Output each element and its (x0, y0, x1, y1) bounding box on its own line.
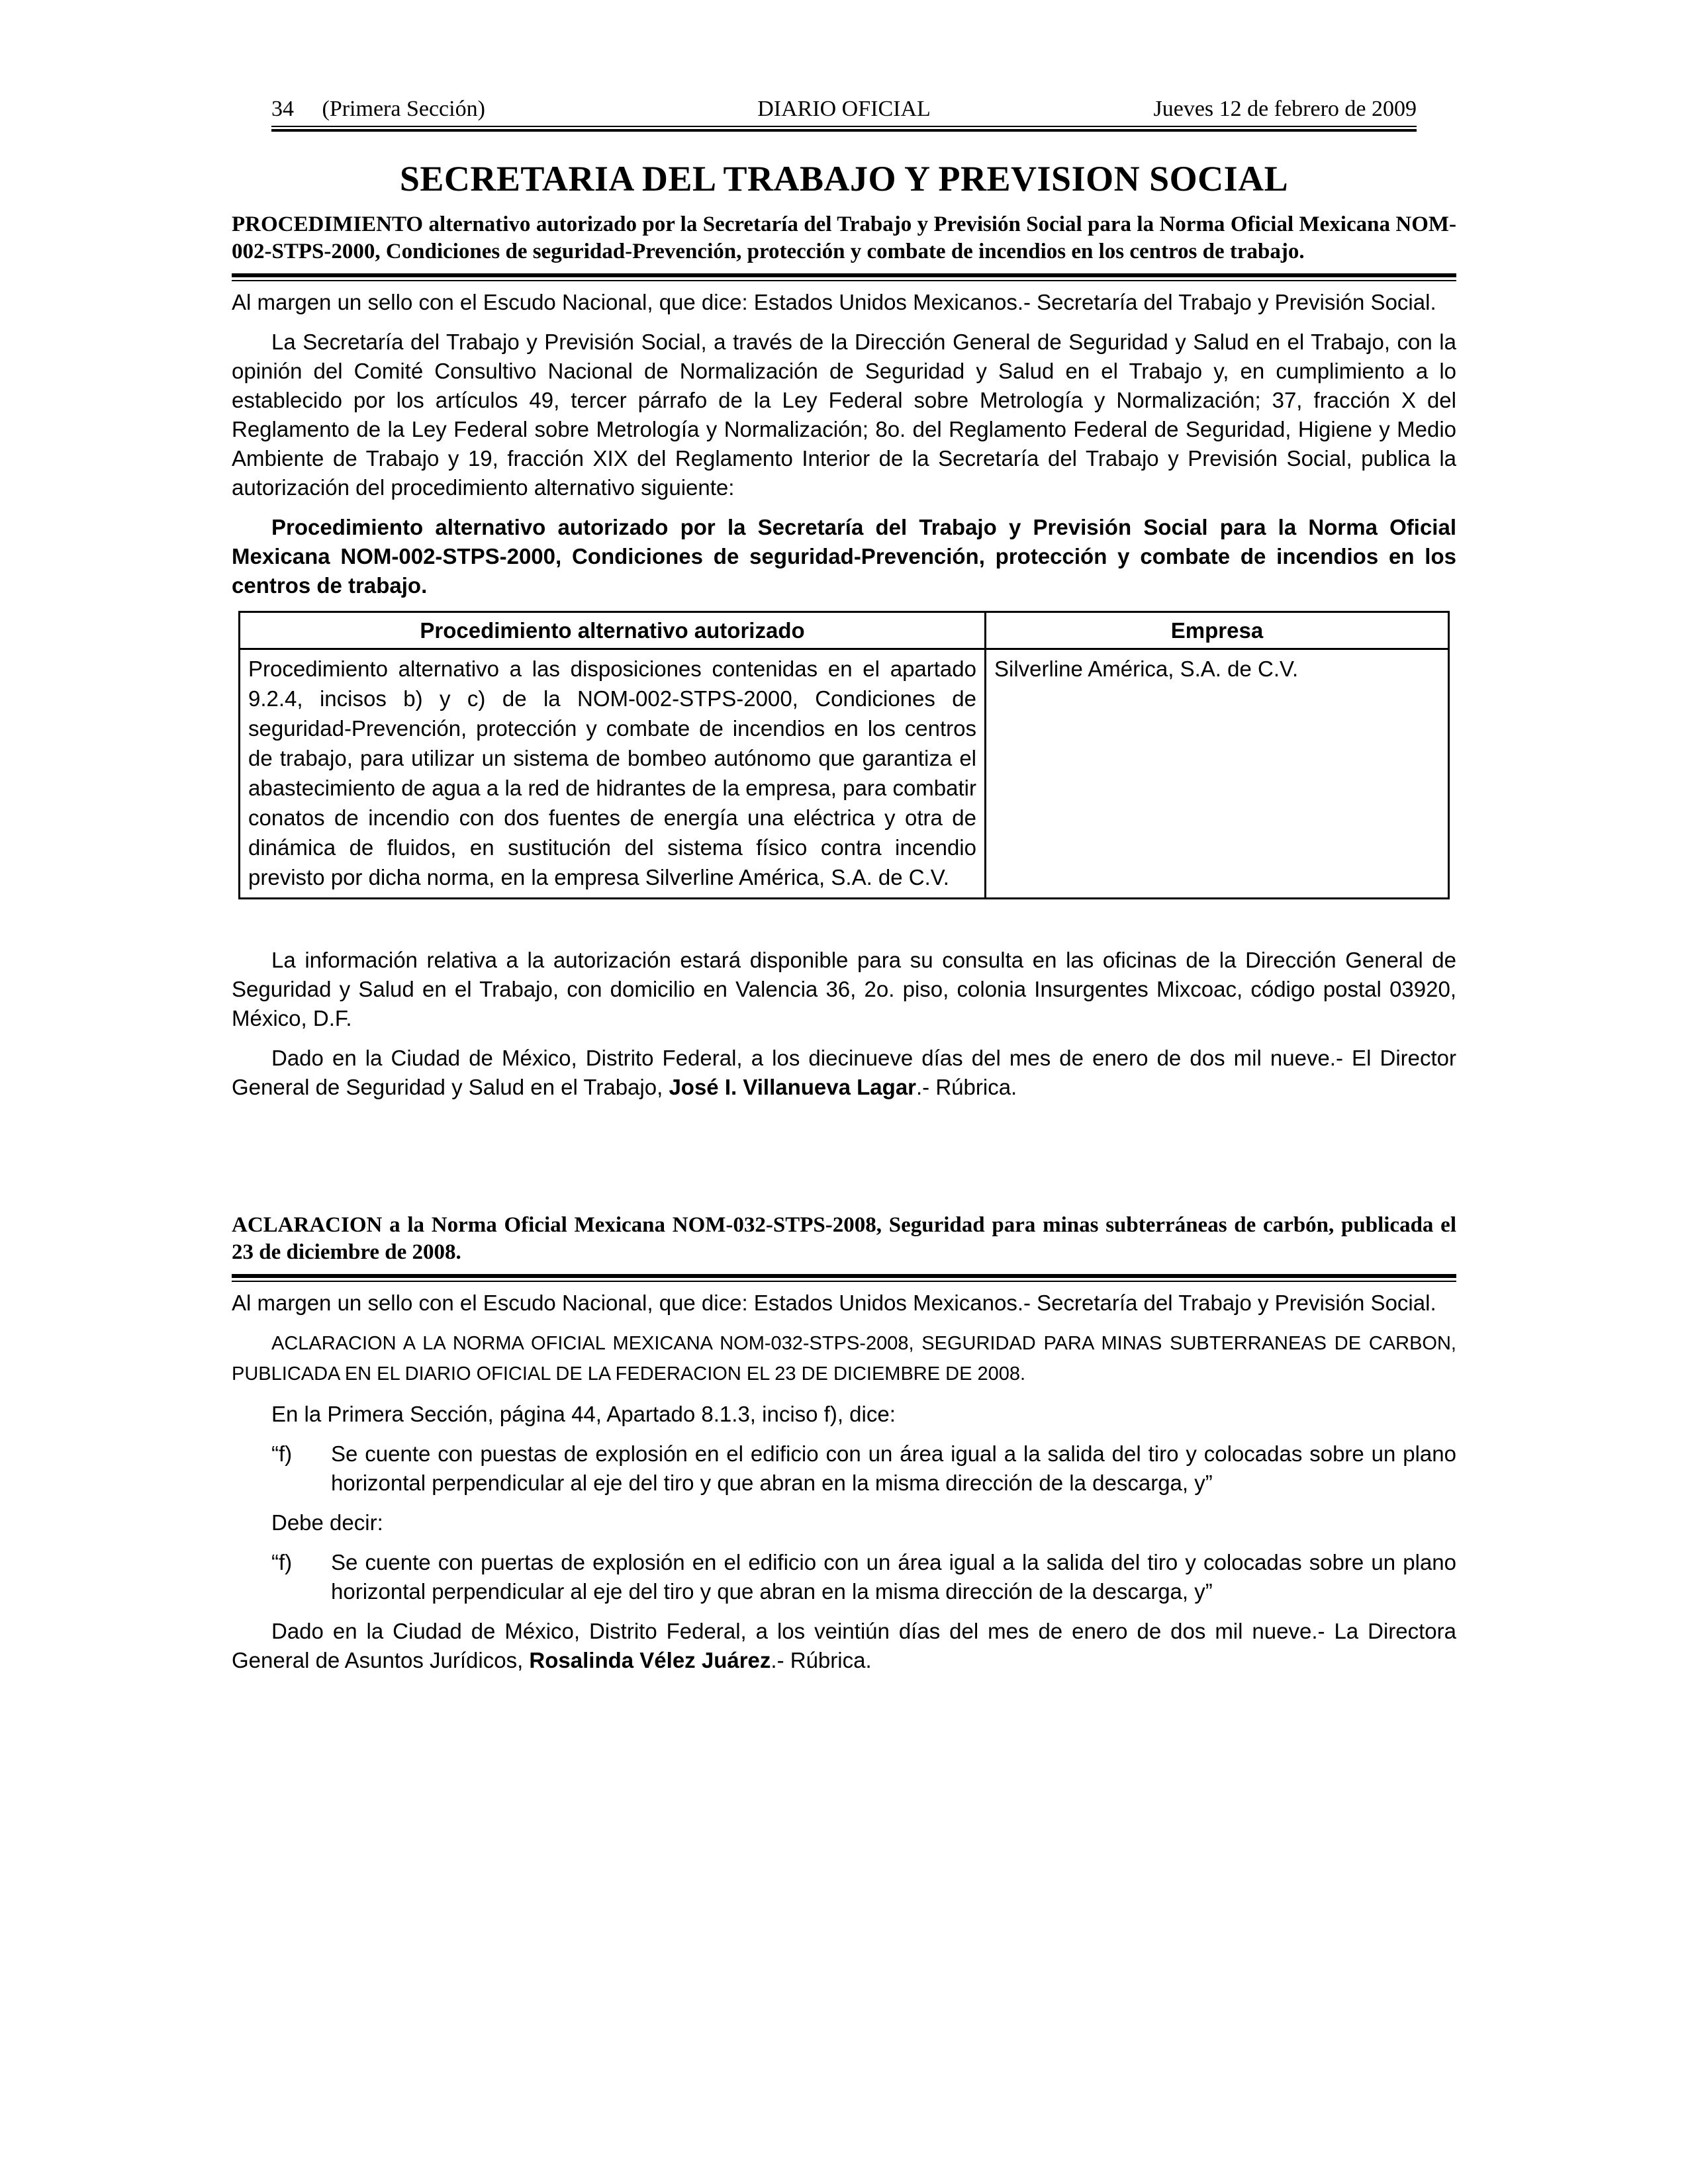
procedure-description-cell: Procedimiento alternativo a las disposiciones contenidas en el apartado 9.2.4, incisos b) y c) de la NOM-002-STPS-2000, Condiciones de seguridad-Prevención, protección y combate de incendios en los centros de trabajo, para utilizar un sistema de bombeo autónomo que garantiza el abastecimiento de agua a la red de hidrantes de la empresa, para combatir conatos de incendio con dos fuentes de energía una eléctrica y otra de dinámica de fluidos, en sustitución del sistema físico contra incendio previsto por dicha norma, en la empresa Silverline América, S.A. de C.V. (240, 649, 986, 899)
column-header-company: Empresa (986, 612, 1449, 649)
procedure-title: Procedimiento alternativo autorizado por la Secretaría del Trabajo y Previsión Social para la Norma Oficial Mexicana NOM-002-STPS-2000, Condiciones de seguridad-Prevención, protección y combate de incendios en los centros de trabajo. (232, 515, 1456, 598)
margin-note: Al margen un sello con el Escudo Nacional, que dice: Estados Unidos Mexicanos.- Secretaría del Trabajo y Previsión Social. (232, 1291, 1436, 1315)
spacer (232, 899, 1456, 946)
closing-paragraph (232, 1044, 1456, 1102)
caps-title: ACLARACION A LA NORMA OFICIAL MEXICANA NOM-032-STPS-2008, SEGURIDAD PARA MINAS SUBTERRANEAS DE CARBON, PUBLICADA EN EL DIARIO OFICIAL DE LA FEDERACION EL 23 DE DICIEMBRE DE 2008. (232, 1333, 1456, 1385)
spacer (232, 1113, 1456, 1212)
page (232, 93, 1456, 1686)
dice-intro: En la Primera Sección, página 44, Apartado 8.1.3, inciso f), dice: (271, 1402, 896, 1426)
procedure-table (238, 611, 1450, 899)
list-item (271, 1548, 1456, 1606)
section-title: SECRETARIA DEL TRABAJO Y PREVISION SOCIAL (399, 159, 1289, 199)
signer-name: José I. Villanueva Lagar (669, 1075, 917, 1099)
list-marker: “f) (271, 1550, 293, 1574)
document-heading: ACLARACION a la Norma Oficial Mexicana NOM-032-STPS-2008, Seguridad para minas subterráneas de carbón, publicada el 23 de diciembre de 2008. (232, 1213, 1456, 1264)
table-row (240, 649, 1449, 899)
list-marker: “f) (271, 1441, 293, 1466)
header-rule (271, 126, 1417, 132)
column-header-procedure: Procedimiento alternativo autorizado (240, 612, 986, 649)
document-aclaracion (232, 1212, 1456, 1675)
page-header (271, 93, 1417, 126)
heading-rule (232, 273, 1456, 281)
intro-paragraph: La Secretaría del Trabajo y Previsión Social, a través de la Dirección General de Seguridad y Salud en el Trabajo, con la opinión del Comité Consultivo Nacional de Normalización de Seguridad y Salud en el Trabajo y, en cumplimiento a lo establecido por los artículos 49, tercer párrafo de la Ley Federal sobre Metrología y Normalización; 37, fracción X del Reglamento de la Ley Federal sobre Metrología y Normalización; 8o. del Reglamento Federal de Seguridad, Higiene y Medio Ambiente de Trabajo y 19, fracción XIX del Reglamento Interior de la Secretaría del Trabajo y Previsión Social, publica la autorización del procedimiento alternativo siguiente: (232, 330, 1456, 500)
closing-text: Dado en la Ciudad de México, Distrito Federal, a los diecinueve días del mes de enero de dos mil nueve.- El Director General de Seguridad y Salud en el Trabajo, (232, 1046, 1456, 1099)
document-procedimiento (232, 211, 1456, 1102)
signer-name: Rosalinda Vélez Juárez (529, 1648, 771, 1672)
closing-text: Dado en la Ciudad de México, Distrito Federal, a los veintiún días del mes de enero de dos mil nueve.- La Directora General de Asuntos Jurídicos, (232, 1619, 1456, 1672)
header-date: Jueves 12 de febrero de 2009 (1153, 97, 1417, 121)
header-page-section: 34 (Primera Sección) (271, 97, 485, 121)
list-text: Se cuente con puestas de explosión en el edificio con un área igual a la salida del tiro y colocadas sobre un plano horizontal perpendicular al eje del tiro y que abran en la misma dirección de la descarga, y” (331, 1441, 1456, 1495)
header-publication: DIARIO OFICIAL (757, 97, 931, 121)
info-paragraph: La información relativa a la autorización estará disponible para su consulta en las oficinas de la Dirección General de Seguridad y Salud en el Trabajo, con domicilio en Valencia 36, 2o. piso, colonia Insurgentes Mixcoac, código postal 03920, México, D.F. (232, 948, 1456, 1030)
closing-suffix: .- Rúbrica. (916, 1075, 1017, 1099)
margin-note: Al margen un sello con el Escudo Nacional, que dice: Estados Unidos Mexicanos.- Secretaría del Trabajo y Previsión Social. (232, 290, 1436, 314)
heading-rule (232, 1274, 1456, 1282)
company-cell: Silverline América, S.A. de C.V. (986, 649, 1449, 899)
closing-paragraph (232, 1617, 1456, 1675)
document-heading: PROCEDIMIENTO alternativo autorizado por la Secretaría del Trabajo y Previsión Social para la Norma Oficial Mexicana NOM-002-STPS-2000, Condiciones de seguridad-Prevención, protección y combate de incendios en los centros de trabajo. (232, 212, 1456, 263)
table-header-row (240, 612, 1449, 649)
debe-decir: Debe decir: (271, 1510, 383, 1535)
closing-suffix: .- Rúbrica. (771, 1648, 872, 1672)
list-item (271, 1439, 1456, 1498)
list-text: Se cuente con puertas de explosión en el edificio con un área igual a la salida del tiro y colocadas sobre un plano horizontal perpendicular al eje del tiro y que abran en la misma dirección de la descarga, y” (331, 1550, 1456, 1604)
